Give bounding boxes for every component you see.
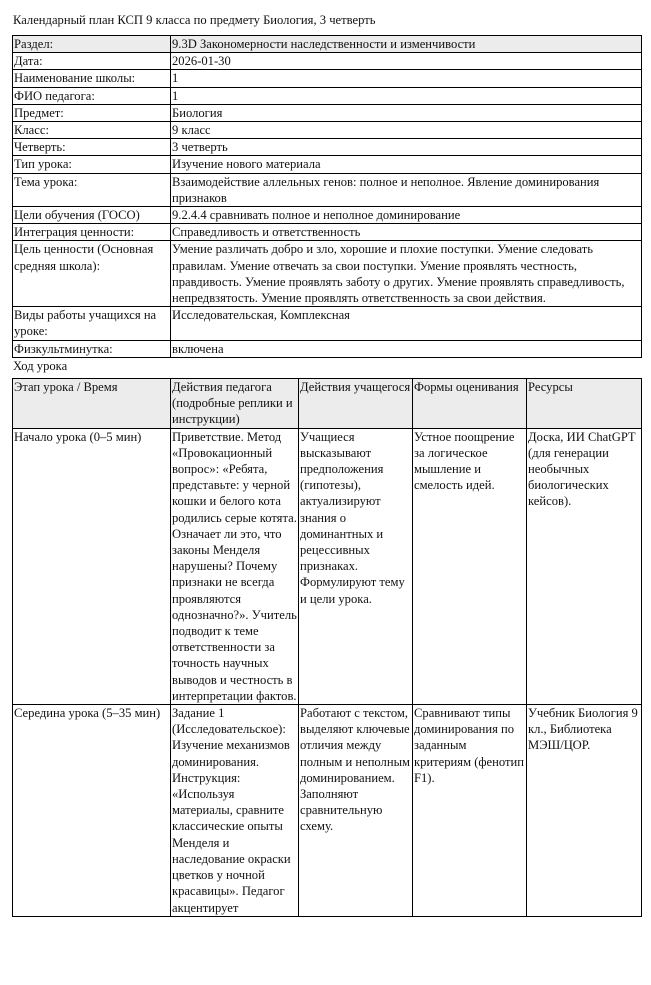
header-students: Действия учащегося	[299, 379, 413, 429]
info-label: Физкультминутка:	[13, 340, 171, 357]
info-label: ФИО педагога:	[13, 87, 171, 104]
student-actions-cell: Учащиеся высказывают предположения (гипотезы), актуализируют знания о доминантных и рецессивных признаках. Формулируют тему и цели урока.	[299, 428, 413, 704]
info-row-quarter	[13, 139, 642, 156]
info-row-work-types	[13, 307, 642, 340]
info-label: Тема урока:	[13, 173, 171, 206]
info-row-teacher	[13, 87, 642, 104]
stage-cell: Середина урока (5–35 мин)	[13, 705, 171, 917]
info-value: 9.2.4.4 сравнивать полное и неполное доминирование	[171, 207, 642, 224]
info-value: Взаимодействие аллельных генов: полное и неполное. Явление доминирования признаков	[171, 173, 642, 206]
assessment-cell: Сравнивают типы доминирования по заданным критериям (фенотип F1).	[413, 705, 527, 917]
info-label: Дата:	[13, 53, 171, 70]
info-row-value-goal	[13, 241, 642, 307]
info-value: 9.3D Закономерности наследственности и изменчивости	[171, 36, 642, 53]
info-label: Цель ценности (Основная средняя школа):	[13, 241, 171, 307]
info-value: Справедливость и ответственность	[171, 224, 642, 241]
info-label: Четверть:	[13, 139, 171, 156]
info-label: Наименование школы:	[13, 70, 171, 87]
info-row-section	[13, 36, 642, 53]
info-row-learning-goals	[13, 207, 642, 224]
info-row-school	[13, 70, 642, 87]
info-row-lesson-type	[13, 156, 642, 173]
info-row-date	[13, 53, 642, 70]
info-value: Исследовательская, Комплексная	[171, 307, 642, 340]
lesson-row-middle	[13, 705, 642, 917]
info-label: Предмет:	[13, 104, 171, 121]
info-value: 1	[171, 70, 642, 87]
info-value: 2026-01-30	[171, 53, 642, 70]
info-label: Цели обучения (ГОСО)	[13, 207, 171, 224]
info-row-subject	[13, 104, 642, 121]
info-row-topic	[13, 173, 642, 206]
info-value: Умение различать добро и зло, хорошие и плохие поступки. Умение следовать правилам. Умение отвечать за свои поступки. Умение проявлять честность, правдивость. Умение проявлять заботу о других. Умение проявлять справедливость, непредвзятость. Умение проявлять ответственность за свои действия.	[171, 241, 642, 307]
info-label: Интеграция ценности:	[13, 224, 171, 241]
info-label: Класс:	[13, 122, 171, 139]
section-title: Ход урока	[13, 359, 68, 373]
resources-cell: Доска, ИИ ChatGPT (для генерации необычных биологических кейсов).	[527, 428, 642, 704]
info-value: 9 класс	[171, 122, 642, 139]
resources-cell: Учебник Биология 9 кл., Библиотека МЭШ/ЦОР.	[527, 705, 642, 917]
info-value: 1	[171, 87, 642, 104]
info-label: Виды работы учащихся на уроке:	[13, 307, 171, 340]
header-stage: Этап урока / Время	[13, 379, 171, 429]
header-assessment: Формы оценивания	[413, 379, 527, 429]
info-label: Тип урока:	[13, 156, 171, 173]
document-title: Календарный план КСП 9 класса по предмету Биология, 3 четверть	[13, 13, 376, 27]
assessment-cell: Устное поощрение за логическое мышление и смелость идей.	[413, 428, 527, 704]
info-row-value-integration	[13, 224, 642, 241]
teacher-actions-cell: Задание 1 (Исследовательское): Изучение механизмов доминирования. Инструкция: «Используя материалы, сравните классические опыты Менделя и наследование окраски цветков у ночной красавицы». Педагог акцентирует	[171, 705, 299, 917]
lesson-flow-table	[12, 378, 642, 917]
lesson-info-table	[12, 35, 642, 358]
student-actions-cell: Работают с текстом, выделяют ключевые отличия между полным и неполным доминированием. Заполняют сравнительную схему.	[299, 705, 413, 917]
info-value: 3 четверть	[171, 139, 642, 156]
info-value: Биология	[171, 104, 642, 121]
stage-cell: Начало урока (0–5 мин)	[13, 428, 171, 704]
lesson-header-row	[13, 379, 642, 429]
header-teacher: Действия педагога (подробные реплики и инструкции)	[171, 379, 299, 429]
info-value: включена	[171, 340, 642, 357]
header-resources: Ресурсы	[527, 379, 642, 429]
info-row-class	[13, 122, 642, 139]
info-label: Раздел:	[13, 36, 171, 53]
info-value: Изучение нового материала	[171, 156, 642, 173]
info-row-exercise-break	[13, 340, 642, 357]
lesson-row-start	[13, 428, 642, 704]
teacher-actions-cell: Приветствие. Метод «Провокационный вопрос»: «Ребята, представьте: у черной кошки и белого кота родились серые котята. Означает ли это, что законы Менделя нарушены? Почему признаки не всегда проявляются однозначно?». Учитель подводит к теме ответственности за точность научных выводов и честность в интерпретации фактов.	[172, 429, 297, 703]
